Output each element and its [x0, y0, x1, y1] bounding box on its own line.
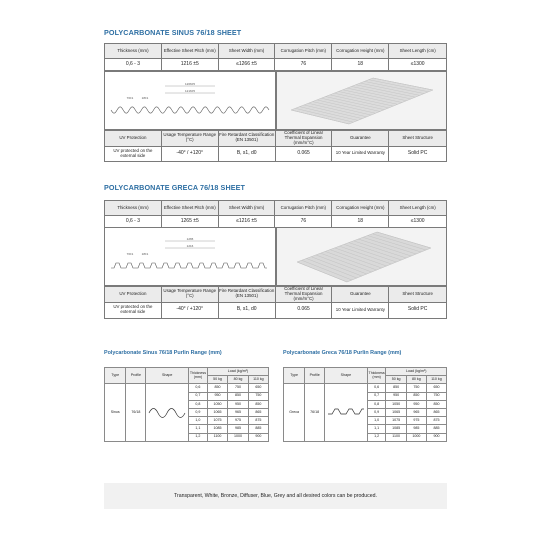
purlin-sinus-title: Polycarbonate Sinus 76/18 Purlin Range (mm): [104, 350, 222, 356]
sinus-value-expansion: 0.065: [275, 146, 332, 161]
sinus-header-corrugation-height: Corrugation Height (mm): [332, 44, 389, 59]
greca-dim-height: 18±1: [141, 252, 149, 256]
purlin-sinus-row-thickness: 1,1: [189, 425, 208, 433]
purlin-greca-row-thickness: 0,8: [367, 400, 386, 408]
sinus-header-sheet-width: Sheet Width (mm): [218, 44, 275, 59]
purlin-sinus-col-type: Type: [105, 368, 126, 384]
greca-value-corrugation-pitch: 76: [275, 216, 332, 228]
purlin-sinus-row-load: 950: [228, 400, 248, 408]
greca-value-structure: Solid PC: [389, 302, 447, 318]
purlin-greca-row-load: 885: [426, 425, 446, 433]
sinus-header-guarantee: Guarantee: [332, 131, 389, 147]
sinus-header-structure: Sheet Structure: [389, 131, 447, 147]
purlin-sinus-row-load: 850: [228, 392, 248, 400]
sinus-dim-pitch: 76±1: [126, 96, 134, 100]
purlin-greca-load-80: 80 kg: [406, 376, 426, 384]
greca-header-fire: Fire Retardant Classification (EN 13501): [218, 287, 275, 303]
purlin-greca-row-load: 950: [386, 392, 406, 400]
purlin-sinus-load-50: 50 kg: [207, 376, 227, 384]
purlin-greca-row-thickness: 0,6: [367, 384, 386, 392]
greca-value-sheet-width: ≤1216 ±5: [218, 216, 275, 228]
purlin-sinus-row-load: 1065: [207, 408, 227, 416]
sinus-value-uv: UV protected on the external side: [105, 146, 162, 161]
purlin-sinus-col-thickness: Thickness (mm): [189, 368, 208, 384]
greca-spec-table: [104, 200, 447, 228]
greca-header-sheet-length: Sheet Length (cm): [389, 201, 447, 216]
purlin-greca-col-load: Load (kg/m²): [386, 368, 447, 376]
purlin-sinus-load-110: 110 kg: [248, 376, 268, 384]
greca-header-temperature: Usage Temperature Range (°C): [161, 287, 218, 303]
sinus-sheet-photo: [276, 71, 447, 130]
purlin-greca-row-load: 850: [406, 392, 426, 400]
purlin-sinus-row-load: 950: [207, 392, 227, 400]
purlin-greca-row-load: 875: [426, 417, 446, 425]
purlin-greca-row-load: 850: [426, 400, 446, 408]
purlin-greca-row-load: 900: [426, 433, 446, 441]
sinus-header-effective-pitch: Effective Sheet Pitch (mm): [161, 44, 218, 59]
greca-dim-width: 1265: [186, 237, 194, 241]
greca-header-thickness: Thickness (mm): [105, 201, 162, 216]
purlin-sinus-load-80: 80 kg: [228, 376, 248, 384]
greca-header-uv: UV Protection: [105, 287, 162, 303]
sinus-value-structure: Solid PC: [389, 146, 447, 161]
purlin-greca-row-load: 1075: [386, 417, 406, 425]
purlin-sinus-row-load: 975: [228, 417, 248, 425]
purlin-sinus-row-load: 850: [248, 400, 268, 408]
purlin-greca-load-50: 50 kg: [386, 376, 406, 384]
greca-value-effective-pitch: 1265 ±5: [161, 216, 218, 228]
sinus-header-fire: Fire Retardant Classification (EN 13501): [218, 131, 275, 147]
sinus-section-title: POLYCARBONATE SINUS 76/18 SHEET: [104, 28, 242, 37]
greca-value-thickness: 0,6 - 3: [105, 216, 162, 228]
purlin-greca-row-thickness: 1,2: [367, 433, 386, 441]
greca-value-corrugation-height: 18: [332, 216, 389, 228]
purlin-greca-type-cell: Greca: [284, 384, 305, 441]
purlin-greca-row-load: 750: [426, 392, 446, 400]
sinus-value-sheet-width: ≤1266 ±5: [218, 59, 275, 71]
purlin-greca-col-thickness: Thickness (mm): [367, 368, 386, 384]
greca-value-fire: B, s1, d0: [218, 302, 275, 318]
sinus-header-thickness: Thickness (mm): [105, 44, 162, 59]
purlin-sinus-row-load: 865: [248, 408, 268, 416]
purlin-sinus-row-load: 850: [207, 384, 227, 392]
purlin-sinus-type-cell: Sinus: [105, 384, 126, 441]
sinus-spec-table-2: [104, 130, 447, 162]
purlin-sinus-col-load: Load (kg/m²): [207, 368, 268, 376]
purlin-greca-row-thickness: 0,9: [367, 408, 386, 416]
purlin-sinus-row-load: 885: [248, 425, 268, 433]
purlin-sinus-table: [104, 367, 269, 442]
greca-value-temperature: -40° / +120°: [161, 302, 218, 318]
purlin-sinus-row-load: 1085: [207, 425, 227, 433]
purlin-sinus-row-thickness: 1,0: [189, 417, 208, 425]
purlin-greca-row-load: 1065: [386, 408, 406, 416]
greca-header-sheet-width: Sheet Width (mm): [218, 201, 275, 216]
greca-header-guarantee: Guarantee: [332, 287, 389, 303]
purlin-greca-row-load: 950: [406, 400, 426, 408]
purlin-greca-load-110: 110 kg: [426, 376, 446, 384]
greca-shape-icon: [326, 407, 366, 419]
purlin-greca-row-load: 965: [406, 408, 426, 416]
purlin-sinus-row-load: 1075: [207, 417, 227, 425]
purlin-greca-row-load: 985: [406, 425, 426, 433]
purlin-sinus-row-load: 985: [228, 425, 248, 433]
purlin-greca-col-shape: Shape: [325, 368, 368, 384]
sinus-dim-height: 18±1: [141, 96, 149, 100]
purlin-greca-col-profile: Profile: [305, 368, 325, 384]
purlin-greca-table: [283, 367, 447, 442]
greca-header-structure: Sheet Structure: [389, 287, 447, 303]
sinus-header-uv: UV Protection: [105, 131, 162, 147]
greca-section-title: POLYCARBONATE GRECA 76/18 SHEET: [104, 183, 246, 192]
greca-header-corrugation-height: Corrugation Height (mm): [332, 201, 389, 216]
sinus-spec-table: [104, 43, 447, 71]
purlin-sinus-row-load: 750: [248, 392, 268, 400]
sinus-wave-line: [111, 107, 269, 113]
purlin-sinus-row-thickness: 0,9: [189, 408, 208, 416]
purlin-sinus-row-load: 965: [228, 408, 248, 416]
purlin-greca-row-load: 865: [426, 408, 446, 416]
purlin-sinus-row-load: 1100: [207, 433, 227, 441]
greca-sheet-photo: [276, 227, 447, 286]
purlin-greca-row-thickness: 1,0: [367, 417, 386, 425]
purlin-greca-shape-cell: [325, 384, 368, 441]
greca-value-expansion: 0.065: [275, 302, 332, 318]
purlin-greca-title: Polycarbonate Greca 76/18 Purlin Range (mm): [283, 350, 402, 356]
greca-value-uv: UV protected on the external side: [105, 302, 162, 318]
purlin-greca-row-load: 975: [406, 417, 426, 425]
sinus-value-fire: B, s1, d0: [218, 146, 275, 161]
sinus-header-corrugation-pitch: Corrugation Pitch (mm): [275, 44, 332, 59]
greca-header-corrugation-pitch: Corrugation Pitch (mm): [275, 201, 332, 216]
greca-dim-effective: 1216: [186, 244, 194, 248]
purlin-sinus-col-shape: Shape: [146, 368, 189, 384]
sinus-value-corrugation-height: 18: [332, 59, 389, 71]
purlin-sinus-row-load: 1000: [228, 433, 248, 441]
purlin-sinus-col-profile: Profile: [126, 368, 146, 384]
purlin-greca-row-load: 1100: [386, 433, 406, 441]
purlin-sinus-row-load: 750: [228, 384, 248, 392]
purlin-sinus-shape-cell: [146, 384, 189, 441]
purlin-greca-row-load: 850: [386, 384, 406, 392]
purlin-sinus-row-thickness: 1,2: [189, 433, 208, 441]
sinus-value-temperature: -40° / +120°: [161, 146, 218, 161]
greca-profile-drawing: [104, 227, 276, 286]
purlin-sinus-profile-cell: 76/18: [126, 384, 146, 441]
sinus-value-corrugation-pitch: 76: [275, 59, 332, 71]
greca-value-sheet-length: ≤1300: [389, 216, 447, 228]
sinus-dim-width: 1266±5: [185, 82, 195, 86]
greca-header-effective-pitch: Effective Sheet Pitch (mm): [161, 201, 218, 216]
purlin-greca-row-load: 650: [426, 384, 446, 392]
sinus-dim-effective: 1216±5: [185, 89, 195, 93]
purlin-sinus-row-thickness: 0,7: [189, 392, 208, 400]
sinus-value-effective-pitch: 1216 ±5: [161, 59, 218, 71]
purlin-greca-row-load: 750: [406, 384, 426, 392]
purlin-greca-col-type: Type: [284, 368, 305, 384]
greca-value-guarantee: 10 Year Limited Warranty: [332, 302, 389, 318]
greca-dim-pitch: 76±1: [126, 252, 134, 256]
sinus-header-expansion: Coefficient of Linear Thermal Expansion (mm/m°C): [275, 131, 332, 147]
sinus-value-thickness: 0,6 - 3: [105, 59, 162, 71]
greca-header-expansion: Coefficient of Linear Thermal Expansion (mm/m°C): [275, 287, 332, 303]
purlin-greca-row-thickness: 0,7: [367, 392, 386, 400]
purlin-sinus-row-load: 900: [248, 433, 268, 441]
purlin-sinus-row-thickness: 0,8: [189, 400, 208, 408]
sinus-profile-drawing: [104, 71, 276, 130]
sinus-value-guarantee: 10 Year Limited Warranty: [332, 146, 389, 161]
sinus-value-sheet-length: ≤1300: [389, 59, 447, 71]
purlin-greca-row-load: 1085: [386, 425, 406, 433]
greca-wave-line: [111, 263, 267, 268]
purlin-greca-row-thickness: 1,1: [367, 425, 386, 433]
sinus-header-sheet-length: Sheet Length (cm): [389, 44, 447, 59]
purlin-sinus-row-load: 650: [248, 384, 268, 392]
greca-spec-table-2: [104, 286, 447, 319]
purlin-greca-row-load: 1000: [406, 433, 426, 441]
purlin-greca-row-load: 1050: [386, 400, 406, 408]
colors-footer-note: Transparent, White, Bronze, Diffuser, Blue, Grey and all desired colors can be produced.: [104, 483, 447, 509]
purlin-sinus-row-thickness: 0,6: [189, 384, 208, 392]
purlin-greca-profile-cell: 76/18: [305, 384, 325, 441]
sinus-shape-icon: [147, 407, 187, 419]
purlin-sinus-row-load: 875: [248, 417, 268, 425]
purlin-sinus-row-load: 1050: [207, 400, 227, 408]
sinus-header-temperature: Usage Temperature Range (°C): [161, 131, 218, 147]
